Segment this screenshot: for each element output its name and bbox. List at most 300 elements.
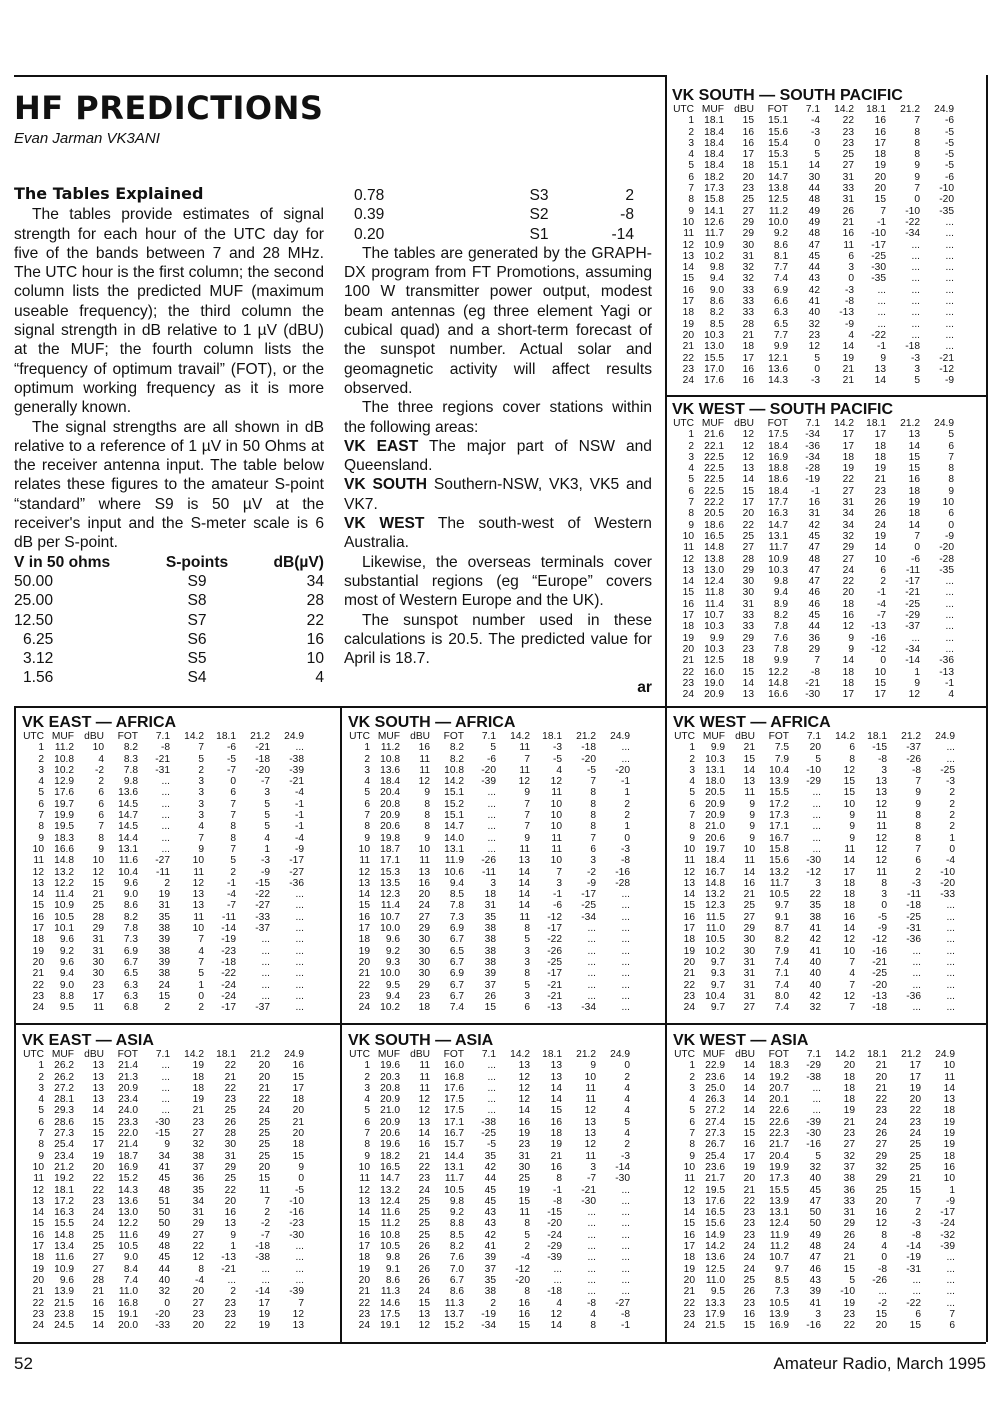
table-cell: 46	[809, 1263, 821, 1275]
table-row	[673, 821, 955, 832]
table-cell: ...	[487, 1094, 496, 1106]
table-cell: -21	[255, 742, 270, 754]
table-cell: 20	[32, 1274, 44, 1286]
table-cell: 17	[292, 1082, 304, 1094]
table-cell: 8	[38, 821, 44, 833]
table-cell: 17.6	[705, 1195, 725, 1207]
table-cell: ...	[945, 307, 954, 319]
table-cell: -14	[905, 655, 920, 667]
table-cell: ...	[945, 296, 954, 308]
table-cell: 8	[948, 474, 954, 486]
region-label: VK EAST	[344, 437, 419, 455]
table-cell: 8	[881, 877, 887, 889]
table-cell: -9	[944, 375, 954, 387]
table-cell: 12	[418, 1105, 430, 1117]
table-cell: 5	[688, 160, 694, 172]
table-row	[22, 1151, 304, 1162]
table-cell: 33	[742, 621, 754, 633]
table-cell: -8	[160, 742, 170, 754]
table-cell: 22	[842, 576, 854, 588]
table-cell: 11.6	[380, 1207, 400, 1219]
table-cell: 12	[292, 1308, 304, 1320]
table-cell: 45	[484, 1195, 496, 1207]
table-cell: 35	[809, 900, 821, 912]
table-cell: ...	[812, 1105, 821, 1117]
table-cell: 16	[808, 497, 820, 509]
table-cell: 5	[524, 1229, 530, 1241]
table-cell: 1	[949, 1184, 955, 1196]
prediction-table	[672, 104, 954, 386]
table-cell: 12.2	[118, 1218, 138, 1230]
table-cell: 7	[230, 810, 236, 822]
table-cell: 6.5	[449, 945, 464, 957]
table-cell: 9.2	[385, 945, 400, 957]
table-cell: 14	[92, 1105, 104, 1117]
table-cell: 14.3	[768, 375, 788, 387]
table-cell: 21.7	[769, 1139, 789, 1151]
table-cell: 0	[814, 363, 820, 375]
table-cell: 14	[908, 440, 920, 452]
table-cell: 21	[683, 1286, 695, 1298]
table-cell: 28	[92, 911, 104, 923]
table-cell: 12.3	[380, 889, 400, 901]
table-row	[673, 833, 955, 844]
table-cell: 37	[484, 1263, 496, 1275]
table-row	[673, 1275, 955, 1286]
table-cell: 13	[32, 877, 44, 889]
table-cell: 15.7	[444, 1139, 464, 1151]
column-header: 7.1	[805, 418, 820, 429]
table-cell: 17	[842, 429, 854, 441]
table-cell: 29	[742, 228, 754, 240]
table-cell: 18	[742, 655, 754, 667]
table-cell: 14	[683, 889, 695, 901]
table-cell: 11	[519, 1207, 530, 1219]
column-header: UTC	[674, 731, 695, 742]
table-cell: 6.9	[773, 284, 788, 296]
table-cell: 8	[689, 1139, 695, 1151]
table-cell: 41	[809, 923, 821, 935]
table-cell: 12.5	[704, 655, 724, 667]
table-cell: 11	[193, 911, 204, 923]
prediction-table	[22, 731, 304, 1013]
table-row	[348, 855, 630, 866]
table-cell: 3	[198, 798, 204, 810]
table-cell: 22	[224, 1060, 236, 1072]
table-row	[348, 1264, 630, 1275]
table-cell: 22	[843, 1320, 855, 1332]
table-cell: 6.7	[449, 990, 464, 1002]
table-cell: 8	[230, 821, 236, 833]
table-cell: 23	[418, 990, 430, 1002]
table-cell: 10	[584, 1071, 596, 1083]
table-cell: 18	[742, 160, 754, 172]
table-cell: 20.5	[704, 508, 724, 520]
table-cell: 25	[258, 1116, 270, 1128]
table-cell: ...	[621, 900, 630, 912]
table-cell: 38	[158, 923, 170, 935]
table-row	[672, 486, 954, 497]
table-cell: 7.9	[774, 753, 789, 765]
table-divider	[666, 395, 986, 397]
table-cell: 30	[418, 934, 430, 946]
table-row	[22, 787, 304, 798]
table-cell: ...	[587, 1286, 596, 1298]
table-cell: 4	[364, 776, 370, 788]
table-cell: 13.8	[768, 183, 788, 195]
table-row	[22, 821, 304, 832]
table-cell: 41	[158, 1161, 170, 1173]
table-cell: 10.3	[704, 329, 724, 341]
table-cell: ...	[621, 1002, 630, 1014]
table-cell: 26	[418, 1241, 430, 1253]
table-cell: 22	[743, 1195, 755, 1207]
table-cell: 17.3	[769, 810, 789, 822]
table-cell: 15	[518, 1195, 530, 1207]
table-cell: ...	[553, 1274, 562, 1286]
column-header: 18.1	[866, 104, 886, 115]
table-cell: 7	[230, 843, 236, 855]
table-cell: 7	[524, 753, 530, 765]
table-cell: 5	[38, 787, 44, 799]
table-cell: 16.7	[769, 832, 789, 844]
table-cell: -30	[155, 1116, 170, 1128]
table-cell: 20.9	[380, 1116, 400, 1128]
table-row	[22, 1252, 304, 1263]
table-cell: ...	[261, 968, 270, 980]
table-cell: 13	[550, 1060, 562, 1072]
table-cell: ...	[261, 934, 270, 946]
table-row	[673, 1185, 955, 1196]
table-cell: 21.5	[54, 1297, 74, 1309]
table-cell: 2	[624, 1139, 630, 1151]
table-cell: 25.4	[705, 1150, 725, 1162]
table-cell: 32	[808, 318, 820, 330]
table-cell: -37	[906, 742, 921, 754]
table-cell: 19.1	[118, 1308, 138, 1320]
table-cell: 23	[742, 643, 754, 655]
table-cell: 41	[809, 945, 821, 957]
table-cell: 2	[364, 753, 370, 765]
table-cell: -30	[615, 1173, 630, 1185]
table-cell: 16	[682, 284, 694, 296]
table-cell: 15	[32, 900, 44, 912]
table-cell: 16	[683, 911, 695, 923]
table-cell: 15	[908, 463, 920, 475]
table-cell: -17	[905, 576, 920, 588]
table-cell: 6	[948, 508, 954, 520]
table-row	[22, 991, 304, 1002]
table-cell: 8.2	[774, 934, 789, 946]
table-cell: 43	[484, 1218, 496, 1230]
table-cell: 18.6	[768, 474, 788, 486]
table-cell: 14	[518, 877, 530, 889]
table-cell: -1	[294, 798, 304, 810]
table-cell: -5	[944, 137, 954, 149]
column-header: MUF	[377, 731, 400, 742]
table-cell: 21	[842, 363, 854, 375]
table-cell: 13	[875, 776, 887, 788]
table-cell: 11	[419, 1082, 430, 1094]
table-cell: 9.0	[59, 979, 74, 991]
table-cell: 22	[32, 979, 44, 991]
table-cell: 9	[364, 832, 370, 844]
table-cell: 4	[38, 1094, 44, 1106]
table-row	[673, 889, 955, 900]
table-cell: 48	[808, 228, 820, 240]
table-cell: 13	[682, 250, 694, 262]
table-cell: -18	[221, 956, 236, 968]
table-cell: 16	[418, 877, 430, 889]
table-cell: 23	[224, 1094, 236, 1106]
table-row	[348, 934, 630, 945]
table-cell: 4	[948, 689, 954, 701]
table-cell: 13	[742, 463, 754, 475]
column-header: MUF	[702, 731, 725, 742]
table-cell: 13	[32, 1195, 44, 1207]
table-cell: 14	[908, 519, 920, 531]
table-cell: 16	[908, 474, 920, 486]
table-cell: -4	[294, 832, 304, 844]
table-cell: 23	[192, 1308, 204, 1320]
table-cell: 25	[743, 1274, 755, 1286]
table-cell: 12	[875, 855, 887, 867]
table-cell: 19.6	[380, 1060, 400, 1072]
table-cell: -6	[944, 115, 954, 127]
table-row	[22, 1309, 304, 1320]
table-cell: 40	[158, 1274, 170, 1286]
table-cell: -5	[877, 911, 887, 923]
table-cell: 10.7	[769, 1252, 789, 1264]
table-cell: 3	[881, 764, 887, 776]
table-cell: 4	[849, 968, 855, 980]
table-cell: 13	[292, 1320, 304, 1332]
table-cell: 9.7	[710, 979, 725, 991]
table-cell: 6	[38, 798, 44, 810]
table-row	[348, 1105, 630, 1116]
table-cell: 22	[258, 1094, 270, 1106]
table-cell: -20	[515, 1274, 530, 1286]
table-cell: -11	[907, 889, 921, 901]
table-cell: 21	[742, 329, 754, 341]
table-cell: -8	[877, 1263, 887, 1275]
table-cell: 6	[848, 250, 854, 262]
table-cell: 20	[224, 1195, 236, 1207]
table-cell: 5	[524, 934, 530, 946]
table-cell: 34	[158, 1150, 170, 1162]
table-cell: 23	[842, 126, 854, 138]
table-cell: 12	[32, 866, 44, 878]
table-cell: -36	[805, 440, 820, 452]
table-cell: 26	[842, 205, 854, 217]
table-cell: 7.1	[774, 968, 789, 980]
table-cell: 25	[418, 1195, 430, 1207]
table-cell: 16.5	[380, 1161, 400, 1173]
table-cell: 16	[742, 126, 754, 138]
table-cell: 22	[909, 1105, 921, 1117]
table-cell: -7	[226, 764, 236, 776]
table-row	[348, 742, 630, 753]
table-cell: 20	[683, 956, 695, 968]
table-cell: 22	[358, 1297, 370, 1309]
table-cell: 0	[914, 542, 920, 554]
table-cell: 2	[688, 440, 694, 452]
table-row	[672, 474, 954, 485]
table-cell: 38	[484, 934, 496, 946]
table-cell: ...	[945, 273, 954, 285]
table-row	[672, 217, 954, 228]
table-cell: 19	[258, 1308, 270, 1320]
table-cell: 29	[92, 923, 104, 935]
table-cell: -15	[547, 1207, 562, 1219]
table-row	[348, 810, 630, 821]
table-cell: 9	[749, 821, 755, 833]
table-cell: 22.6	[769, 1105, 789, 1117]
table-cell: 21.7	[705, 1173, 725, 1185]
spoint-row	[14, 649, 324, 668]
table-cell: 19	[32, 1263, 44, 1275]
table-cell: 24	[32, 1002, 44, 1014]
table-cell: 8.6	[773, 239, 788, 251]
table-cell: 17	[682, 610, 694, 622]
table-cell: 9	[849, 821, 855, 833]
column-header: 21.2	[900, 104, 920, 115]
table-cell: 15	[92, 1128, 104, 1140]
table-cell: 10.9	[704, 239, 724, 251]
prediction-table	[348, 1049, 630, 1331]
table-cell: -21	[155, 753, 170, 765]
table-cell: 8	[364, 1139, 370, 1151]
table-cell: ...	[161, 1094, 170, 1106]
table-cell: 21	[550, 1150, 562, 1162]
table-cell: 22	[358, 979, 370, 991]
table-cell: ...	[945, 329, 954, 341]
bottom-rule	[14, 1342, 986, 1344]
table-cell: 35	[484, 1274, 496, 1286]
table-cell: 9	[198, 843, 204, 855]
table-cell: 4	[198, 945, 204, 957]
table-cell: 11.2	[54, 742, 74, 754]
column-header: dBU	[735, 731, 755, 742]
table-cell: 17	[743, 1150, 755, 1162]
table-cell: 12.9	[54, 776, 74, 788]
table-cell: 11	[93, 1002, 104, 1014]
table-cell: 7.8	[449, 900, 464, 912]
table-cell: 8.1	[773, 250, 788, 262]
table-cell: -3	[260, 855, 270, 867]
table-cell: 5	[814, 352, 820, 364]
table-cell: ...	[161, 1105, 170, 1117]
table-cell: 50	[158, 1218, 170, 1230]
table-row	[348, 912, 630, 923]
table-cell: -34	[805, 451, 820, 463]
column-header: 21.2	[576, 731, 596, 742]
table-cell: 33	[742, 307, 754, 319]
table-cell: 10.3	[704, 643, 724, 655]
table-cell: 4	[590, 1308, 596, 1320]
table-cell: 20	[682, 643, 694, 655]
table-cell: 6.5	[123, 968, 138, 980]
table-cell: 20	[874, 171, 886, 183]
table-cell: 9	[424, 832, 430, 844]
table-cell: 12	[32, 1184, 44, 1196]
table-cell: 27	[192, 1229, 204, 1241]
table-cell: ...	[487, 1082, 496, 1094]
table-cell: ...	[295, 1241, 304, 1253]
table-cell: -36	[906, 990, 921, 1002]
table-row	[22, 776, 304, 787]
table-cell: 23	[92, 1195, 104, 1207]
table-cell: 22	[418, 1161, 430, 1173]
table-cell: -11	[482, 866, 496, 878]
table-cell: -21	[939, 352, 954, 364]
table-row	[672, 429, 954, 440]
table-row	[672, 375, 954, 386]
table-cell: 13	[908, 429, 920, 441]
table-cell: ...	[945, 632, 954, 644]
table-cell: -28	[939, 553, 954, 565]
column-header: 7.1	[481, 1049, 496, 1060]
table-cell: 14	[742, 677, 754, 689]
table-row	[22, 1298, 304, 1309]
table-cell: 9.4	[773, 587, 788, 599]
table-header-row	[22, 1049, 304, 1060]
column-header: FOT	[768, 731, 789, 742]
table-cell: 8.2	[449, 753, 464, 765]
table-cell: 6	[364, 798, 370, 810]
table-cell: 19	[518, 1128, 530, 1140]
table-cell: -9	[586, 877, 596, 889]
table-cell: 0	[914, 194, 920, 206]
table-cell: ...	[621, 923, 630, 935]
table-cell: 11.5	[705, 911, 725, 923]
table-row	[348, 1002, 630, 1013]
table-cell: 9	[849, 810, 855, 822]
table-cell: 31	[92, 934, 104, 946]
table-cell: ...	[912, 968, 921, 980]
table-cell: 16	[358, 911, 370, 923]
table-cell: 6.5	[773, 318, 788, 330]
table-cell: 14	[518, 866, 530, 878]
table-cell: 13	[192, 889, 204, 901]
table-cell: 25	[742, 194, 754, 206]
table-cell: 6	[688, 485, 694, 497]
table-cell: -1	[876, 587, 886, 599]
table-cell: 12	[808, 341, 820, 353]
table-cell: 18	[358, 934, 370, 946]
table-row	[22, 1162, 304, 1173]
table-cell: 12	[843, 764, 855, 776]
table-row	[673, 1083, 955, 1094]
table-cell: 10.5	[118, 1241, 138, 1253]
table-row	[673, 1218, 955, 1229]
region-east	[344, 437, 652, 476]
table-cell: 20	[742, 171, 754, 183]
table-cell: 0	[881, 1252, 887, 1264]
table-cell: 21.5	[705, 1320, 725, 1332]
table-cell: 7	[524, 810, 530, 822]
table-cell: 9	[689, 832, 695, 844]
table-cell: -16	[615, 866, 630, 878]
table-cell: 9.3	[710, 968, 725, 980]
table-cell: 7.0	[449, 1263, 464, 1275]
table-row	[22, 980, 304, 991]
table-cell: 8.4	[123, 1263, 138, 1275]
table-cell: ...	[487, 832, 496, 844]
table-cell: 1	[198, 979, 204, 991]
table-cell: -34	[905, 643, 920, 655]
table-cell: 11	[33, 855, 44, 867]
